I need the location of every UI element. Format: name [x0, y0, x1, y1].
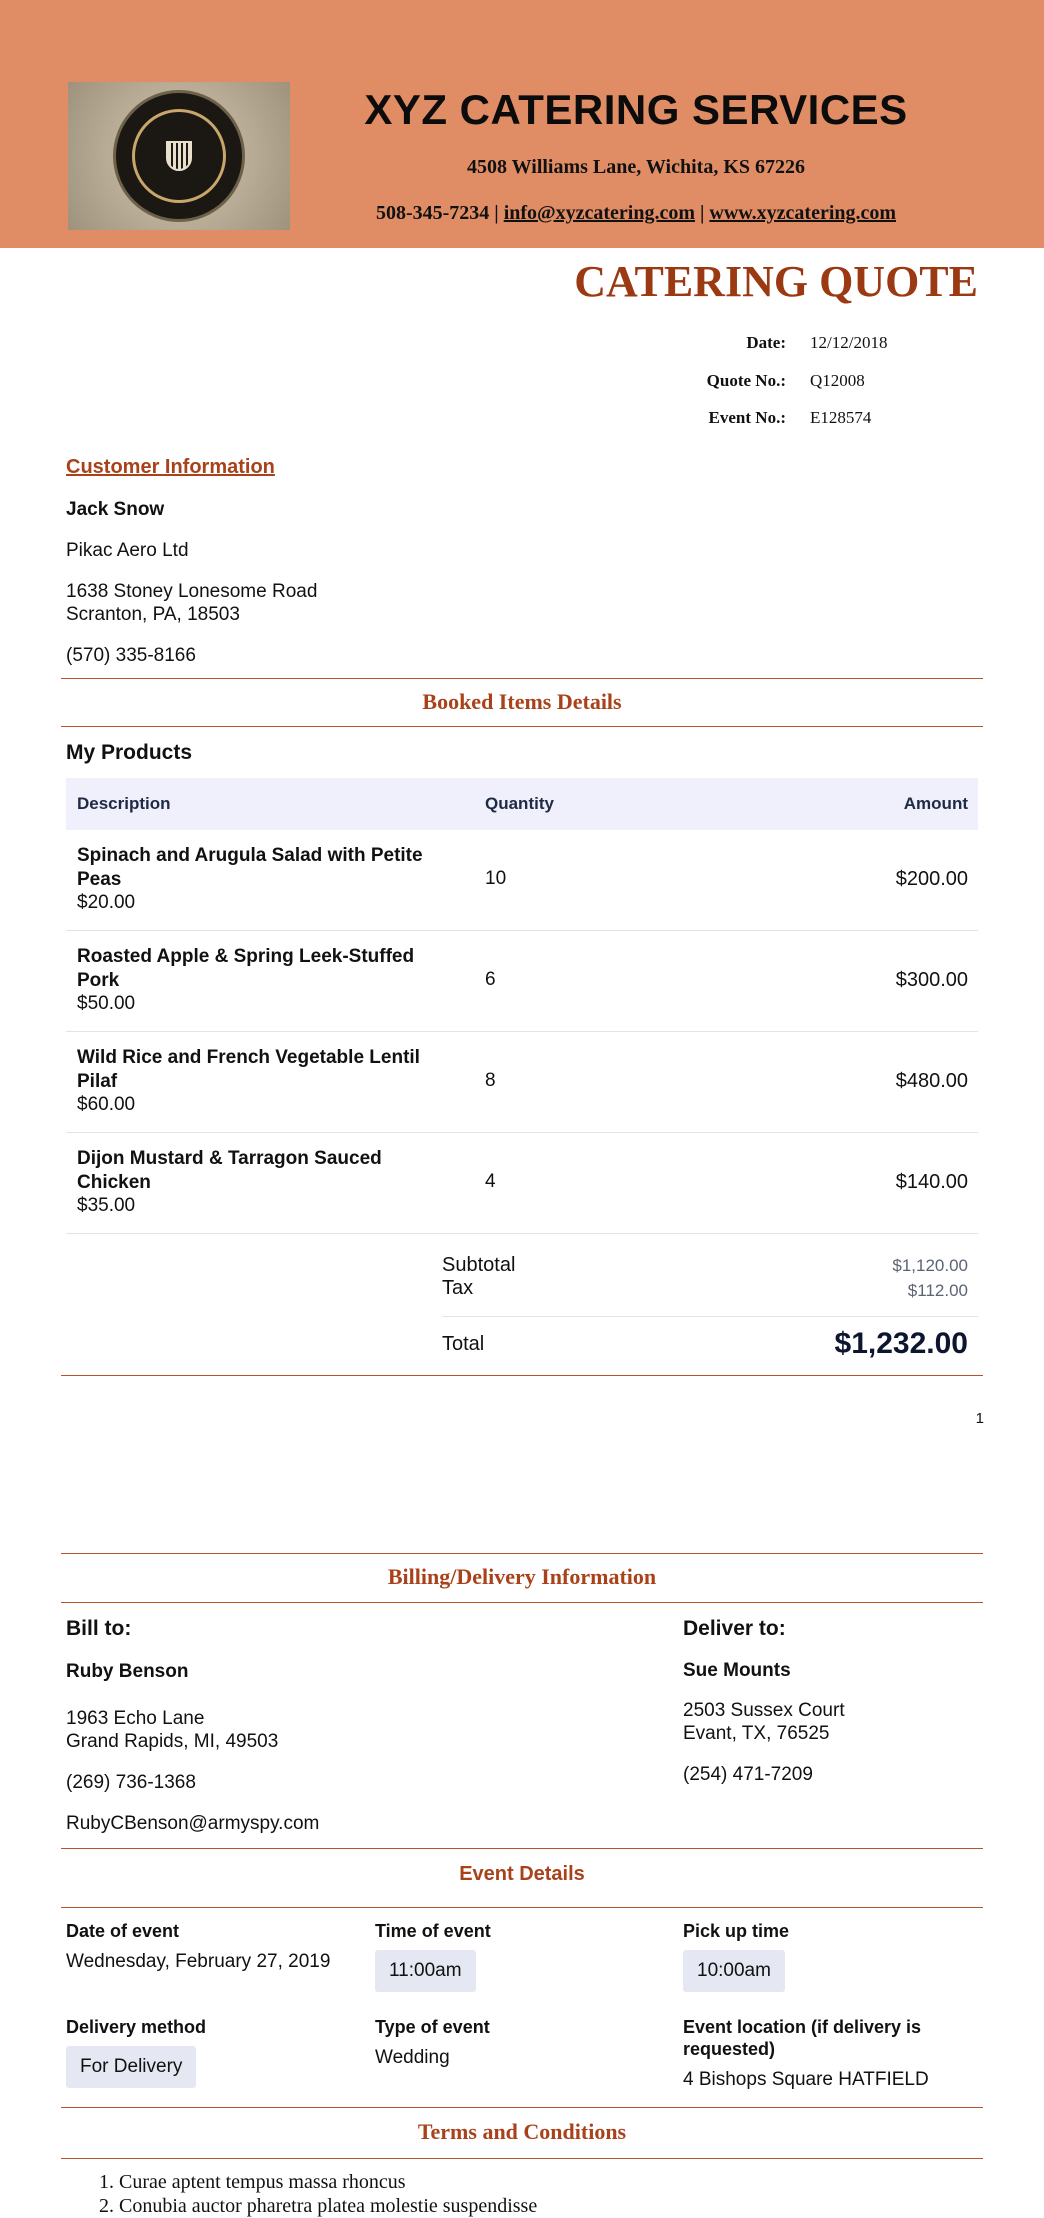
deliver-to-address-line2: Evant, TX, 76525 [683, 1723, 830, 1744]
customer-info-heading: Customer Information [66, 456, 275, 478]
item-unit-price: $20.00 [77, 892, 136, 913]
column-header-amount: Amount [903, 794, 968, 813]
bill-to-address-line1: 1963 Echo Lane [66, 1708, 205, 1729]
event-type: Wedding [375, 2047, 450, 2068]
billing-delivery-heading: Billing/Delivery Information [387, 1564, 657, 1589]
item-name: Roasted Apple & Spring Leek-Stuffed Pork [77, 946, 415, 991]
total-value: $1,232.00 [834, 1327, 968, 1360]
company-phone: 508-345-7234 [375, 202, 490, 224]
page-number: 1 [975, 1410, 984, 1427]
column-header-quantity: Quantity [485, 794, 554, 813]
event-number: E128574 [810, 408, 872, 427]
column-header-description: Description [77, 794, 171, 813]
deliver-to-label: Deliver to: [683, 1617, 786, 1640]
item-amount: $300.00 [895, 969, 968, 991]
items-table-header [66, 778, 978, 830]
company-email-link[interactable]: info@xyzcatering.com [503, 202, 696, 224]
company-name: XYZ CATERING SERVICES [364, 86, 908, 133]
table-row [66, 1032, 978, 1133]
tax-label: Tax [442, 1277, 474, 1299]
header-band [0, 0, 1044, 248]
deliver-to-phone: (254) 471-7209 [683, 1764, 813, 1785]
customer-name: Jack Snow [66, 499, 165, 520]
item-quantity: 6 [485, 969, 496, 990]
item-name: Spinach and Arugula Salad with Petite Peas [77, 845, 423, 890]
item-unit-price: $35.00 [77, 1195, 136, 1216]
event-details-heading: Event Details [459, 1863, 585, 1885]
deliver-to-address-line1: 2503 Sussex Court [683, 1700, 845, 1721]
item-quantity: 10 [485, 868, 507, 889]
item-name: Wild Rice and French Vegetable Lentil Pilaf [77, 1047, 420, 1092]
total-label: Total [442, 1333, 485, 1355]
products-subheading: My Products [66, 741, 193, 764]
delivery-method-field[interactable]: For Delivery [66, 2046, 196, 2088]
item-amount: $140.00 [895, 1171, 968, 1193]
quote-no-label: Quote No.: [706, 371, 786, 390]
company-website-link[interactable]: www.xyzcatering.com [709, 202, 897, 224]
divider [61, 726, 983, 727]
item-name: Dijon Mustard & Tarragon Sauced Chicken [77, 1148, 382, 1193]
event-date: Wednesday, February 27, 2019 [66, 1951, 331, 1972]
customer-company: Pikac Aero Ltd [66, 540, 189, 561]
tax-value: $112.00 [907, 1281, 968, 1300]
bill-to-name: Ruby Benson [66, 1661, 189, 1682]
bill-to-email: RubyCBenson@armyspy.com [66, 1813, 320, 1834]
date-label: Date: [746, 333, 786, 352]
divider [61, 1848, 983, 1849]
deliver-to-name: Sue Mounts [683, 1660, 791, 1681]
divider [61, 678, 983, 679]
pickup-time-label: Pick up time [683, 1921, 790, 1941]
pickup-time-field[interactable]: 10:00am [683, 1950, 785, 1992]
divider [61, 1907, 983, 1908]
item-unit-price: $50.00 [77, 993, 136, 1014]
divider [61, 1375, 983, 1376]
company-logo [68, 82, 290, 230]
terms-item: 2. Conubia auctor pharetra platea molestie suspendisse [119, 2194, 961, 2218]
booked-items-heading: Booked Items Details [422, 689, 622, 714]
event-no-label: Event No.: [708, 408, 786, 427]
subtotal-value: $1,120.00 [892, 1256, 968, 1275]
subtotal-label: Subtotal [442, 1254, 516, 1276]
totals-divider [442, 1316, 978, 1317]
bill-to-address-line2: Grand Rapids, MI, 49503 [66, 1731, 279, 1752]
terms-item: 1. Curae aptent tempus massa rhoncus [119, 2170, 961, 2194]
divider [61, 1602, 983, 1603]
bill-to-label: Bill to: [66, 1617, 132, 1640]
divider [61, 1553, 983, 1554]
event-type-label: Type of event [375, 2017, 490, 2037]
table-row [66, 1133, 978, 1234]
event-location-label: Event location (if delivery is requested) [683, 2017, 922, 2059]
event-location: 4 Bishops Square HATFIELD [683, 2069, 929, 2090]
customer-address-line1: 1638 Stoney Lonesome Road [66, 581, 318, 602]
item-amount: $200.00 [895, 868, 968, 890]
table-row [66, 931, 978, 1032]
customer-phone: (570) 335-8166 [66, 645, 196, 666]
event-date-label: Date of event [66, 1921, 180, 1941]
quote-date: 12/12/2018 [810, 333, 888, 352]
event-time-label: Time of event [375, 1921, 491, 1941]
item-quantity: 4 [485, 1171, 496, 1192]
customer-address-line2: Scranton, PA, 18503 [66, 604, 240, 625]
delivery-method-label: Delivery method [66, 2017, 207, 2037]
company-address: 4508 Williams Lane, Wichita, KS 67226 [466, 156, 806, 178]
item-quantity: 8 [485, 1070, 496, 1091]
seal-icon [113, 90, 245, 222]
contact-separator: | [700, 202, 705, 224]
event-time-field[interactable]: 11:00am [375, 1950, 476, 1992]
quote-title: CATERING QUOTE [574, 257, 978, 306]
item-unit-price: $60.00 [77, 1094, 136, 1115]
quote-number: Q12008 [810, 371, 865, 390]
terms-list [61, 2170, 961, 2218]
contact-separator: | [494, 202, 499, 224]
divider [61, 2158, 983, 2159]
divider [61, 2107, 983, 2108]
bill-to-phone: (269) 736-1368 [66, 1772, 196, 1793]
terms-heading: Terms and Conditions [417, 2119, 627, 2144]
company-contact [290, 202, 982, 225]
item-amount: $480.00 [895, 1070, 968, 1092]
table-row [66, 830, 978, 931]
